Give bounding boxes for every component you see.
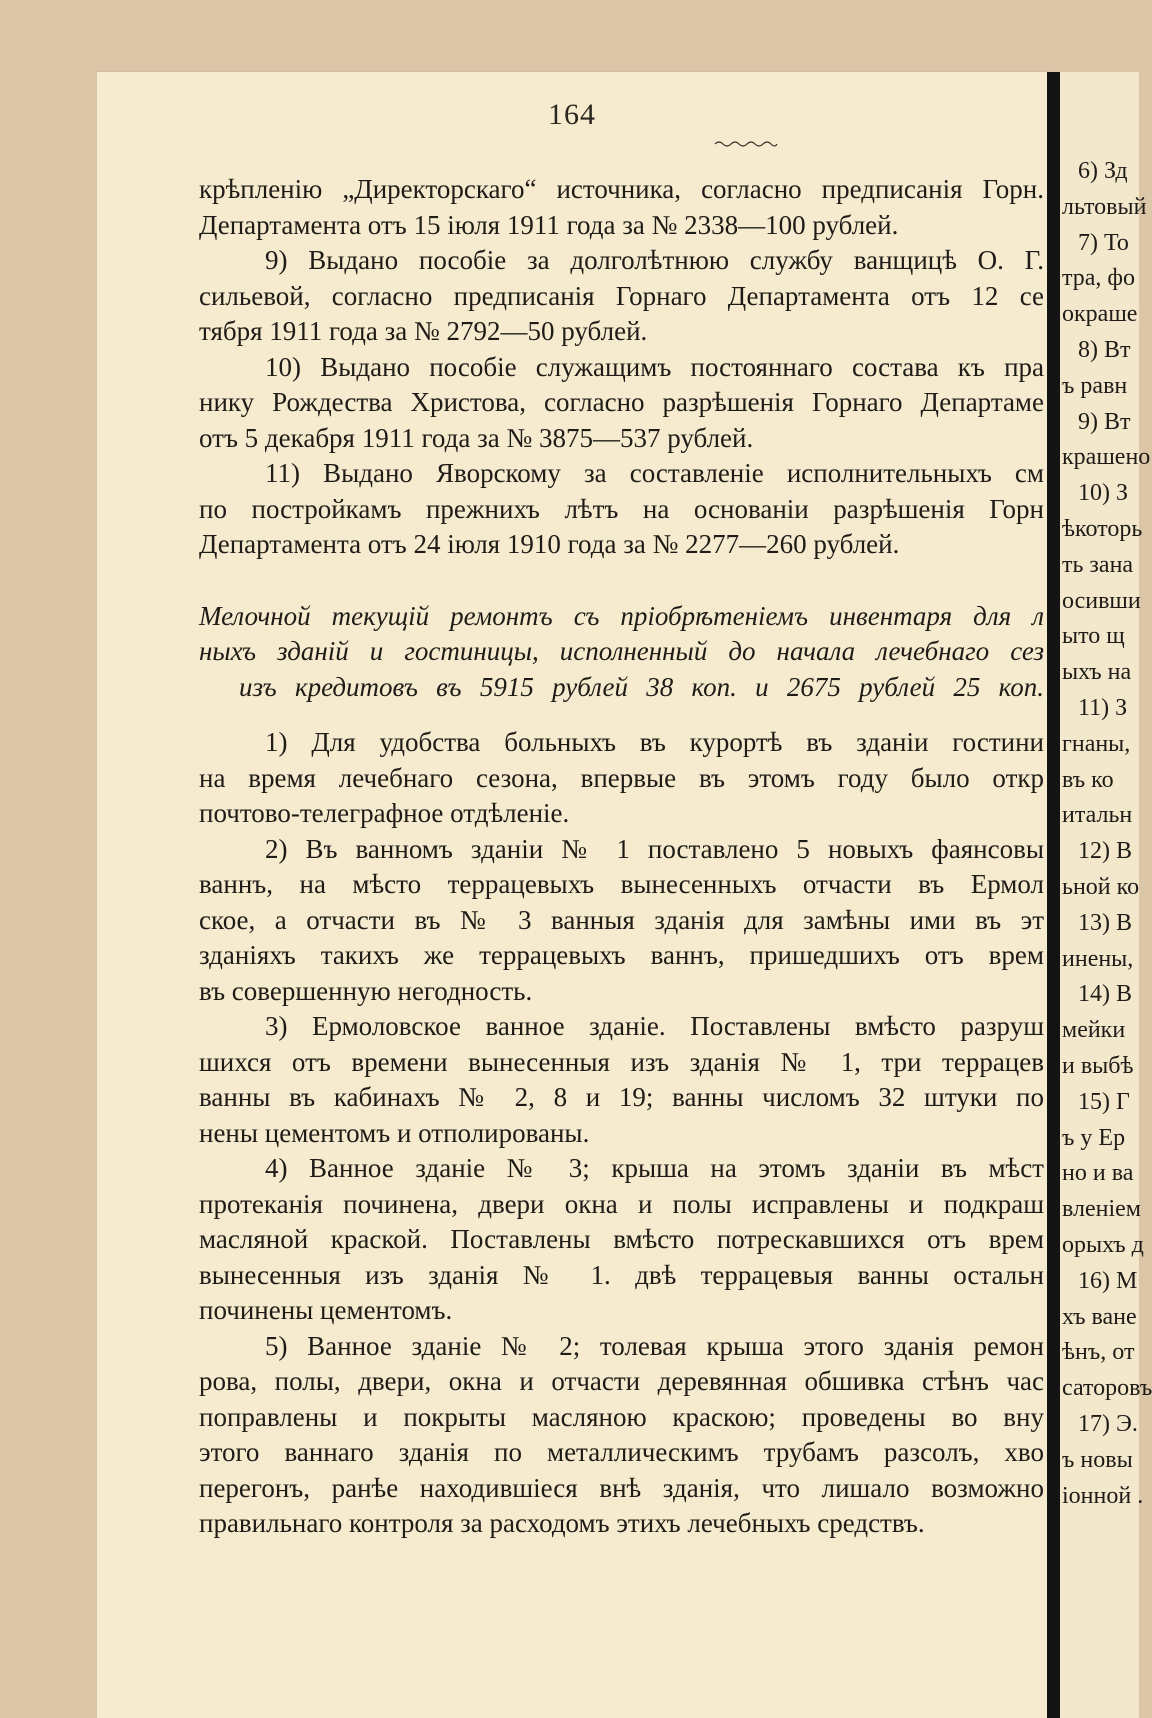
- right-page-line: іонной .: [1062, 1482, 1144, 1509]
- right-page-line: окраше: [1062, 301, 1138, 328]
- text-line: поправлены и покрыты масляною краскою; проведены во вну: [199, 1401, 1044, 1432]
- heading-line: ныхъ зданій и гостиницы, исполненный до начала лечебнаго сез: [199, 636, 1044, 666]
- text-line: ванны въ кабинахъ № 2, 8 и 19; ванны числомъ 32 штуки по: [199, 1082, 1044, 1112]
- right-page-line: 15) Г: [1078, 1088, 1130, 1115]
- text-line: въ совершенную негодность.: [199, 975, 533, 1006]
- text-line: этого ваннаго зданія по металлическимъ трубамъ разсолъ, хво: [199, 1437, 1044, 1467]
- text-line: ское, а отчасти въ № 3 ванныя зданія для замѣны ими въ эт: [199, 904, 1044, 935]
- right-page-line: ъ равн: [1062, 372, 1128, 399]
- right-page-line: 17) Э.: [1078, 1411, 1138, 1437]
- right-page-line: 16) М: [1078, 1267, 1138, 1294]
- right-page-line: инены,: [1062, 945, 1134, 972]
- right-page-line: ъ у Ер: [1062, 1124, 1126, 1151]
- text-line: масляной краской. Поставлены вмѣсто потрескавшихся отъ врем: [199, 1224, 1044, 1254]
- right-page-line: но и ва: [1062, 1160, 1134, 1187]
- text-line: крѣпленію „Директорскаго“ источника, согласно предписанія Горн.: [199, 174, 1044, 204]
- right-page-line: 8) Вт: [1078, 337, 1131, 363]
- right-page-line: ьной ко: [1062, 874, 1140, 900]
- text-line: отъ 5 декабря 1911 года за № 3875—537 рублей.: [199, 422, 754, 453]
- text-line: 4) Ванное зданіе № 3; крыша на этомъ зданіи въ мѣст: [265, 1153, 1044, 1183]
- heading-line: изъ кредитовъ въ 5915 рублей 38 коп. и 2675 рублей 25 коп.: [239, 671, 1044, 702]
- text-line: тября 1911 года за № 2792—50 рублей.: [199, 316, 648, 346]
- ornament-underline: [715, 140, 777, 148]
- section-heading: [199, 599, 1044, 706]
- text-line: нику Рождества Христова, согласно разрѣшенія Горнаго Департаме: [199, 387, 1044, 417]
- left-page: [97, 72, 1047, 1718]
- text-line: правильнаго контроля за расходомъ этихъ лечебныхъ средствъ.: [199, 1508, 925, 1538]
- right-page-line: вленіем: [1062, 1196, 1141, 1223]
- right-page-line: 9) Вт: [1078, 408, 1131, 435]
- book-gutter: [1047, 72, 1060, 1718]
- items-block: [199, 725, 1044, 1542]
- text-line: Департамента отъ 24 іюля 1910 года за № 2277—260 рублей.: [199, 529, 900, 559]
- right-page-line: крашено: [1062, 444, 1151, 471]
- right-page-line: 13) В: [1078, 909, 1132, 936]
- text-line: починены цементомъ.: [199, 1295, 453, 1325]
- right-page-line: тра, фо: [1062, 265, 1135, 292]
- text-line: шихся отъ времени вынесенныя изъ зданія № 1, три террацев: [199, 1046, 1044, 1077]
- right-page-line: 10) З: [1078, 480, 1129, 507]
- right-page-line: ъ новы: [1062, 1446, 1133, 1473]
- text-line: зданіяхъ такихъ же террацевыхъ ваннъ, пришедшихъ отъ врем: [199, 940, 1044, 970]
- text-line: 2) Въ ванномъ зданіи № 1 поставлено 5 новыхъ фаянсовы: [265, 833, 1044, 864]
- right-page-line: итальн: [1062, 802, 1133, 829]
- text-line: 10) Выдано пособіе служащимъ постояннаго состава къ пра: [265, 351, 1044, 382]
- text-line: рова, полы, двери, окна и отчасти деревянная обшивка стѣнъ час: [199, 1366, 1044, 1396]
- right-page-fragment: [1060, 72, 1152, 1718]
- text-line: 3) Ермоловское ванное зданіе. Поставлены вмѣсто разруш: [265, 1011, 1044, 1041]
- right-page-line: 12) В: [1078, 838, 1132, 865]
- right-page-line: мейки: [1062, 1017, 1126, 1044]
- text-line: перегонъ, ранѣе находившіеся внѣ зданія, что лишало возможно: [199, 1472, 1044, 1503]
- text-line: вынесенныя изъ зданія № 1. двѣ террацевыя ванны остальн: [199, 1259, 1044, 1290]
- right-page-line: орыхъ д: [1062, 1232, 1144, 1258]
- text-line: по постройкамъ прежнихъ лѣтъ на основаніи разрѣшенія Горн: [199, 493, 1044, 524]
- text-line: 1) Для удобства больныхъ въ курортѣ въ зданіи гостини: [265, 727, 1044, 757]
- paragraphs-block: [199, 172, 1044, 563]
- right-page-line: и выбѣ: [1062, 1053, 1134, 1079]
- right-page-line: саторовъ: [1062, 1375, 1152, 1402]
- heading-line: Мелочной текущій ремонтъ съ пріобрѣтеніемъ инвентаря для л: [199, 600, 1044, 631]
- right-page-line: ыхъ на: [1062, 659, 1132, 686]
- page-number: 164: [548, 98, 596, 131]
- text-line: 9) Выдано пособіе за долголѣтнюю службу ванщицѣ О. Г.: [265, 245, 1044, 275]
- right-page-line: осивши: [1062, 587, 1141, 614]
- text-line: Департамента отъ 15 іюля 1911 года за № 2338—100 рублей.: [199, 209, 899, 240]
- text-line: 5) Ванное зданіе № 2; толевая крыша этого зданія ремон: [265, 1330, 1044, 1361]
- right-page-line: гнаны,: [1062, 730, 1131, 757]
- right-page-line: въ ко: [1062, 766, 1114, 793]
- text-line: почтово-телеграфное отдѣленіе.: [199, 798, 570, 828]
- right-page-line: ть зана: [1062, 551, 1134, 578]
- right-page-line: ѣнъ, от: [1062, 1339, 1135, 1366]
- page-text: [199, 172, 1044, 1542]
- text-line: протеканія починена, двери окна и полы исправлены и подкраш: [199, 1188, 1044, 1219]
- text-line: на время лечебнаго сезона, впервые въ этомъ году было откр: [199, 762, 1044, 793]
- text-line: нены цементомъ и отполированы.: [199, 1117, 590, 1148]
- text-line: сильевой, согласно предписанія Горнаго Департамента отъ 12 се: [199, 280, 1044, 311]
- text-line: ваннъ, на мѣсто террацевыхъ вынесенныхъ отчасти въ Ермол: [199, 869, 1044, 899]
- right-page-line: льтовый: [1062, 193, 1147, 220]
- right-page-line: хъ ване: [1062, 1303, 1137, 1330]
- right-page-line: 7) То: [1078, 229, 1129, 256]
- right-page-line: ѣкоторь: [1062, 516, 1143, 542]
- right-page-line: ыто щ: [1062, 623, 1125, 650]
- right-page-line: 14) В: [1078, 981, 1132, 1008]
- right-page-line: 6) Зд: [1078, 158, 1128, 184]
- text-line: 11) Выдано Яворскому за составленіе исполнительныхъ см: [265, 458, 1044, 488]
- right-page-line: 11) З: [1078, 695, 1128, 721]
